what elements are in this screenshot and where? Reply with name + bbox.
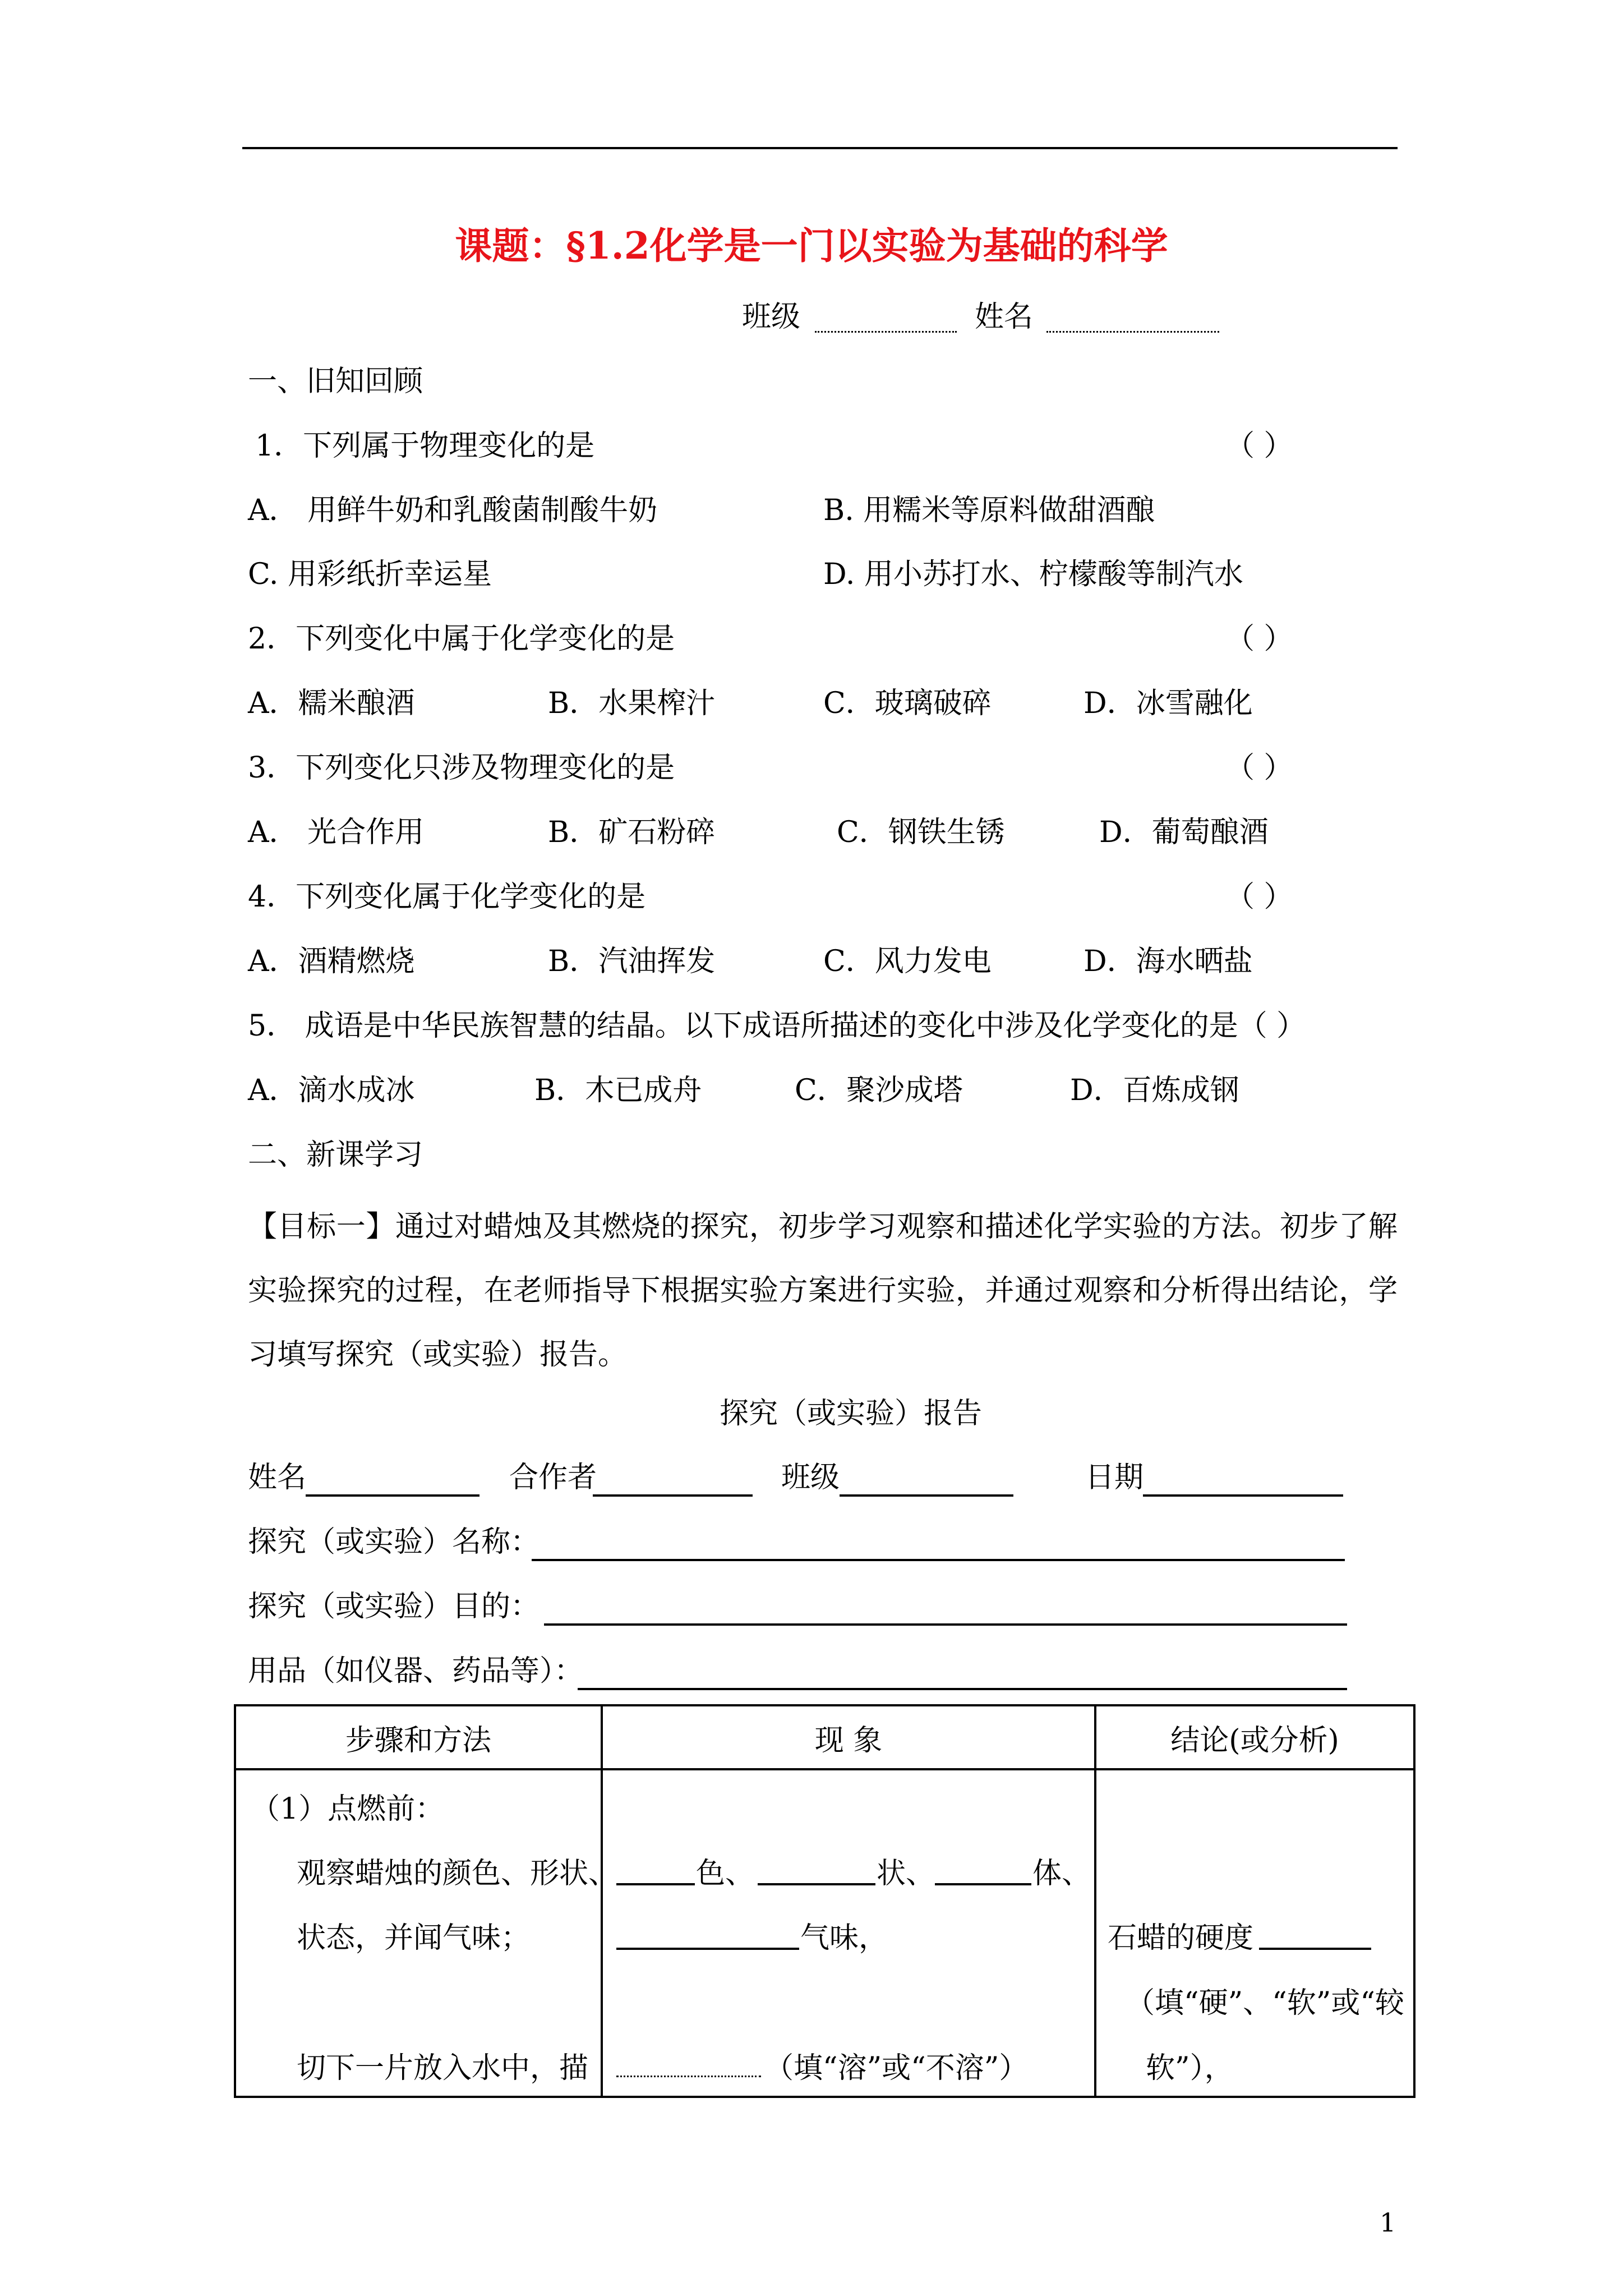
question-4-option-d[interactable]: D．海水晒盐 <box>1083 945 1253 978</box>
hardness-blank[interactable] <box>1259 1948 1371 1950</box>
question-3-option-d[interactable]: D．葡萄酿酒 <box>1099 816 1269 849</box>
question-1-answer-paren[interactable]: （ ） <box>1225 429 1293 463</box>
class-label: 班级 <box>742 300 801 334</box>
report-partner-line[interactable] <box>593 1494 753 1497</box>
shape-suffix: 状、 <box>877 1857 935 1890</box>
question-3-option-c[interactable]: C．钢铁生锈 <box>837 816 1005 849</box>
exp-goal-line[interactable] <box>544 1623 1347 1626</box>
step-line-2: 观察蜡烛的颜色、形状、 <box>297 1857 618 1890</box>
question-3-stem: 3．下列变化只涉及物理变化的是 <box>248 751 675 785</box>
question-5-option-c[interactable]: C．聚沙成塔 <box>795 1074 963 1107</box>
smell-blank[interactable] <box>616 1948 799 1950</box>
question-1-stem: 1．下列属于物理变化的是 <box>255 429 595 463</box>
table-row <box>235 1769 1414 2097</box>
question-4-option-c[interactable]: C．风力发电 <box>823 945 992 978</box>
materials-label: 用品（如仪器、药品等）： <box>248 1654 584 1688</box>
name-label: 姓名 <box>975 300 1034 334</box>
report-name-label: 姓名 <box>248 1461 307 1494</box>
shape-blank[interactable] <box>758 1883 875 1885</box>
question-5-option-a[interactable]: A．滴水成冰 <box>248 1074 415 1107</box>
steps-cell <box>236 1770 618 2096</box>
header-steps: 步骤和方法 <box>235 1705 602 1769</box>
exp-name-line[interactable] <box>532 1559 1345 1561</box>
question-2-answer-paren[interactable]: （ ） <box>1225 622 1293 656</box>
question-3-answer-paren[interactable]: （ ） <box>1225 751 1293 785</box>
report-table <box>234 1704 1415 2098</box>
conclusion-cell <box>1096 1770 1413 2096</box>
hardness-label: 石蜡的硬度 <box>1108 1921 1254 1955</box>
question-1-option-b[interactable]: B. 用糯米等原料做甜酒酿 <box>823 494 1155 527</box>
question-2-option-c[interactable]: C．玻璃破碎 <box>823 687 992 720</box>
step-line-4: 切下一片放入水中，描 <box>297 2051 589 2085</box>
question-3-option-a[interactable]: A． 光合作用 <box>248 816 425 849</box>
smell-suffix: 气味， <box>800 1921 888 1955</box>
report-date-label: 日期 <box>1085 1461 1144 1494</box>
color-suffix: 色、 <box>696 1857 755 1890</box>
exp-name-label: 探究（或实验）名称： <box>248 1525 540 1559</box>
question-4-option-b[interactable]: B．汽油挥发 <box>548 945 716 978</box>
step-line-1: （1）点燃前： <box>251 1792 445 1826</box>
question-2-option-b[interactable]: B．水果榨汁 <box>548 687 716 720</box>
question-4-answer-paren[interactable]: （ ） <box>1225 880 1293 914</box>
question-2-stem: 2．下列变化中属于化学变化的是 <box>248 622 675 656</box>
question-1-option-a[interactable]: A． 用鲜牛奶和乳酸菌制酸牛奶 <box>248 494 658 527</box>
section1-heading: 一、旧知回顾 <box>248 365 423 398</box>
class-blank[interactable] <box>815 303 957 333</box>
step-line-3: 状态，并闻气味； <box>297 1921 531 1955</box>
solubility-blank[interactable] <box>616 2044 761 2077</box>
report-class-label: 班级 <box>781 1461 840 1494</box>
question-2-option-d[interactable]: D．冰雪融化 <box>1083 687 1253 720</box>
page-title: 课题：§1.2化学是一门以实验为基础的科学 <box>455 224 1168 268</box>
question-5-option-d[interactable]: D．百炼成钢 <box>1070 1074 1239 1107</box>
question-4-stem: 4．下列变化属于化学变化的是 <box>248 880 646 914</box>
solubility-hint: （填“溶”或“不溶”） <box>764 2051 1029 2085</box>
exp-goal-label: 探究（或实验）目的： <box>248 1590 540 1623</box>
question-3-option-b[interactable]: B．矿石粉碎 <box>548 816 716 849</box>
page-number: 1 <box>1380 2207 1396 2238</box>
color-blank[interactable] <box>616 1883 695 1885</box>
report-partner-label: 合作者 <box>509 1461 597 1494</box>
hardness-hint-1: （填“硬”、“软”或“较 <box>1126 1986 1404 2020</box>
hardness-hint-2: 软”）， <box>1146 2051 1234 2085</box>
question-4-option-a[interactable]: A．酒精燃烧 <box>248 945 415 978</box>
header-conclusion: 结论(或分析) <box>1095 1705 1414 1769</box>
question-1-option-c[interactable]: C. 用彩纸折幸运星 <box>248 558 492 591</box>
report-date-line[interactable] <box>1143 1494 1343 1497</box>
report-table-header <box>235 1705 1414 1769</box>
header-rule <box>242 147 1398 149</box>
question-1-option-d[interactable]: D. 用小苏打水、柠檬酸等制汽水 <box>823 558 1243 591</box>
phenomena-cell <box>603 1770 1094 2096</box>
question-5-option-b[interactable]: B．木已成舟 <box>534 1074 702 1107</box>
question-5-stem: 5． 成语是中华民族智慧的结晶。以下成语所描述的变化中涉及化学变化的是（ ） <box>248 1009 1306 1043</box>
goal-paragraph: 【目标一】通过对蜡烛及其燃烧的探究，初步学习观察和描述化学实验的方法。初步了解实验探究的过程，在老师指导下根据实验方案进行实验，并通过观察和分析得出结论，学习填写探究（或实验）报告。 <box>248 1210 1398 1372</box>
report-class-line[interactable] <box>840 1494 1013 1497</box>
report-title: 探究（或实验）报告 <box>720 1397 983 1430</box>
header-phenomena: 现 象 <box>602 1705 1095 1769</box>
report-name-line[interactable] <box>306 1494 479 1497</box>
state-blank[interactable] <box>935 1883 1031 1885</box>
name-blank[interactable] <box>1046 303 1219 333</box>
question-2-option-a[interactable]: A．糯米酿酒 <box>248 687 415 720</box>
section2-heading: 二、新课学习 <box>248 1138 423 1172</box>
state-suffix: 体、 <box>1032 1857 1091 1890</box>
materials-line[interactable] <box>578 1688 1347 1690</box>
